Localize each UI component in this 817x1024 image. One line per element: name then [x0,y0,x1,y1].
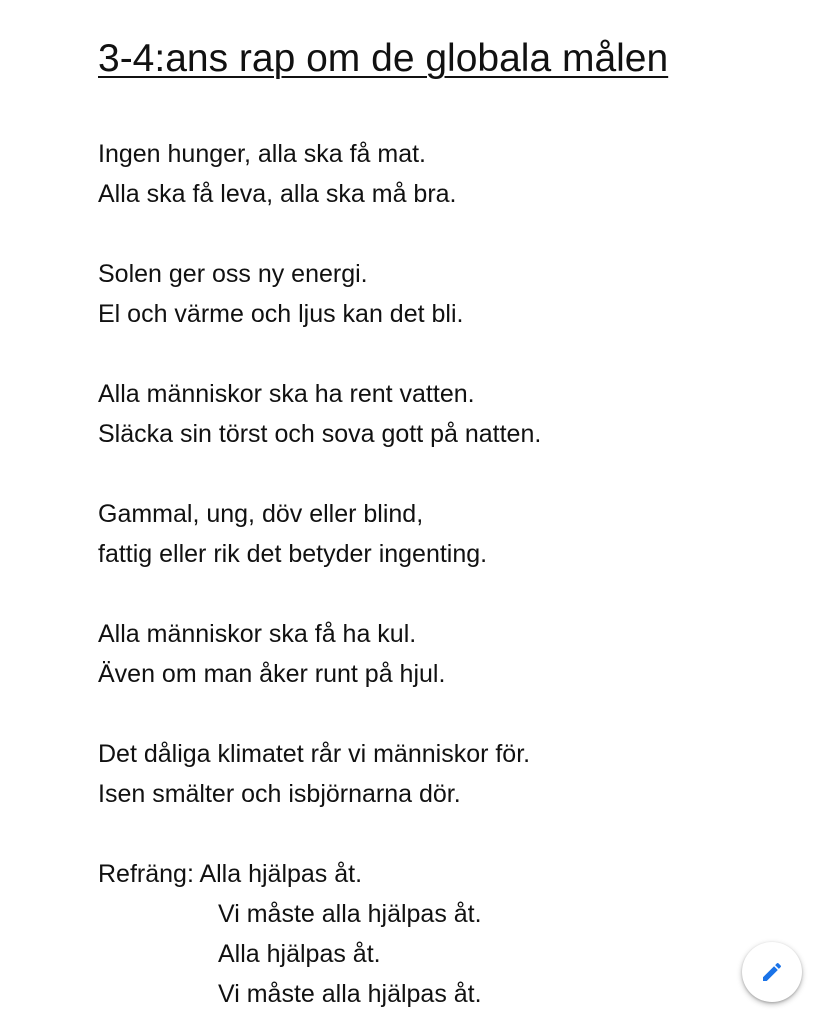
stanza-6 [98,734,778,814]
lyric-line: Alla ska få leva, alla ska må bra. [98,180,457,208]
lyric-line: Solen ger oss ny energi. [98,260,368,288]
lyric-line: Isen smälter och isbjörnarna dör. [98,780,461,808]
refrain [98,854,778,1014]
stanza-4 [98,494,778,574]
refrain-line: Vi måste alla hjälpas åt. [218,980,482,1008]
lyric-line: Alla människor ska få ha kul. [98,620,417,648]
stanza-1 [98,134,778,214]
lyric-line: fattig eller rik det betyder ingenting. [98,540,488,568]
document-body [98,36,778,1014]
lyric-line: Släcka sin törst och sova gott på natten. [98,420,542,448]
refrain-line: Vi måste alla hjälpas åt. [218,900,482,928]
lyric-line: Även om man åker runt på hjul. [98,660,446,688]
document-title: 3-4:ans rap om de globala målen [98,37,669,80]
lyric-line: Gammal, ung, döv eller blind, [98,500,424,528]
lyrics [98,134,778,1014]
edit-pencil-icon [760,960,784,984]
stanza-2 [98,254,778,334]
refrain-first-line: Refräng: Alla hjälpas åt. [98,860,363,888]
lyric-line: El och värme och ljus kan det bli. [98,300,464,328]
edit-button[interactable] [742,942,802,1002]
stanza-3 [98,374,778,454]
lyric-line: Det dåliga klimatet rår vi människor för. [98,740,531,768]
lyric-line: Ingen hunger, alla ska få mat. [98,140,426,168]
lyric-line: Alla människor ska ha rent vatten. [98,380,475,408]
stanza-5 [98,614,778,694]
refrain-line: Alla hjälpas åt. [218,940,381,968]
